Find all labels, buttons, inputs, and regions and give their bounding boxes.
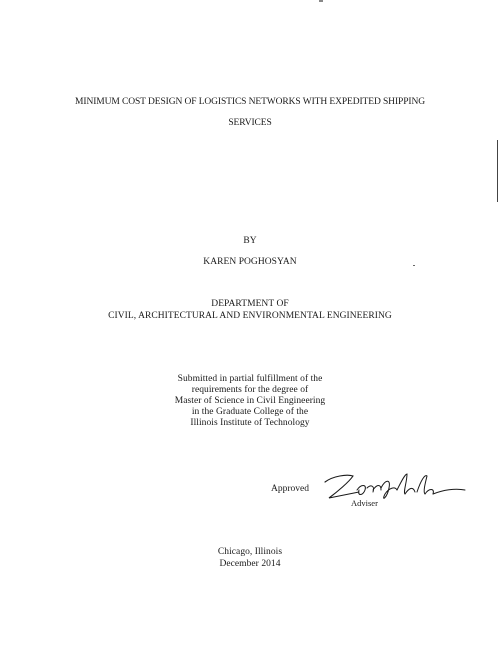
thesis-title-line-1: MINIMUM COST DESIGN OF LOGISTICS NETWORKS WITH EXPEDITED SHIPPING bbox=[75, 97, 425, 107]
scan-edge-mark bbox=[497, 140, 498, 202]
submission-line: in the Graduate College of the bbox=[191, 407, 309, 417]
submission-line: requirements for the degree of bbox=[191, 385, 309, 395]
by-label: BY bbox=[243, 236, 257, 246]
submission-date: December 2014 bbox=[219, 559, 281, 569]
advisor-label: Adviser bbox=[351, 498, 378, 508]
submission-line: Master of Science in Civil Engineering bbox=[174, 396, 326, 406]
author-name: KAREN POGHOSYAN bbox=[203, 257, 297, 267]
approval-block bbox=[271, 472, 471, 512]
submission-line: Illinois Institute of Technology bbox=[190, 418, 310, 428]
submission-line: Submitted in partial fulfillment of the bbox=[177, 374, 323, 384]
location: Chicago, Illinois bbox=[217, 547, 283, 557]
department-label: DEPARTMENT OF bbox=[211, 299, 289, 309]
approved-label: Approved bbox=[271, 484, 309, 494]
advisor-signature bbox=[319, 470, 467, 504]
scan-speck bbox=[319, 0, 323, 2]
thesis-title-line-2: SERVICES bbox=[228, 118, 272, 128]
department-name: CIVIL, ARCHITECTURAL AND ENVIRONMENTAL ENGINEERING bbox=[108, 311, 392, 321]
